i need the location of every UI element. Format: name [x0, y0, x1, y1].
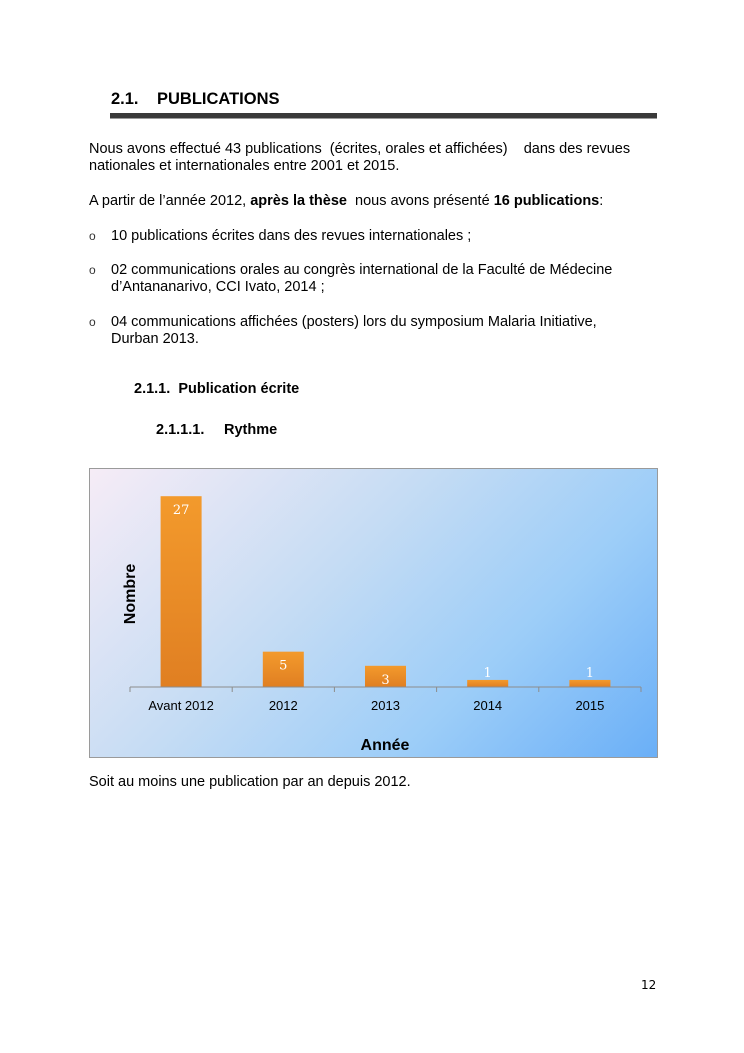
page-number: 12 — [641, 978, 657, 992]
summary-prefix: A partir de l’année 2012, — [89, 193, 251, 209]
bullet-line-2: Durban 2013. — [111, 331, 199, 347]
x-tick-label: 2013 — [371, 698, 400, 713]
bullet-line-1: 04 communications affichées (posters) lors du symposium Malaria Initiative, — [111, 314, 597, 330]
bullet-line-1: 02 communications orales au congrès international de la Faculté de Médecine — [111, 262, 613, 278]
intro-line-2: nationales et internationales entre 2001 et 2015. — [89, 158, 400, 174]
intro-line-1: Nous avons effectué 43 publications (écrites, orales et affichées) dans des revues — [89, 141, 631, 157]
subsection-title: Publication écrite — [178, 381, 300, 397]
summary-bold-count: 16 publications — [493, 193, 600, 209]
subsubsection-heading — [156, 422, 277, 438]
bullet-marker-icon: o — [89, 263, 96, 277]
summary-paragraph — [89, 193, 659, 210]
x-tick-label: Avant 2012 — [148, 698, 214, 713]
bullet-line-2: d’Antananarivo, CCI Ivato, 2014 ; — [111, 279, 325, 295]
x-axis-title: Année — [360, 737, 410, 754]
summary-bold-thesis: après la thèse — [250, 193, 347, 209]
subsection-heading — [134, 381, 299, 397]
subsubsection-number: 2.1.1.1. — [156, 422, 205, 438]
summary-suffix: : — [599, 193, 604, 209]
bar-data-label: 3 — [381, 672, 390, 688]
bullet-line-1: 10 publications écrites dans des revues internationales ; — [111, 228, 472, 244]
heading-rule — [110, 113, 657, 119]
bullet-marker-icon: o — [89, 315, 96, 329]
bullet-marker-icon: o — [89, 229, 96, 243]
bar-chart — [89, 468, 658, 758]
bar-data-label: 5 — [279, 658, 288, 674]
y-axis-title: Nombre — [122, 563, 139, 625]
intro-paragraph — [89, 141, 659, 175]
bar-data-label: 1 — [483, 666, 492, 681]
conclusion-text: Soit au moins une publication par an depuis 2012. — [89, 774, 411, 790]
section-heading — [111, 90, 280, 109]
summary-middle: nous avons présenté — [346, 193, 494, 209]
bar-data-label: 1 — [585, 666, 595, 681]
x-tick-label: 2015 — [575, 698, 605, 713]
x-tick-label: 2014 — [473, 698, 503, 713]
bar-data-label: 27 — [172, 503, 190, 519]
subsection-number: 2.1.1. — [134, 381, 171, 397]
section-title: PUBLICATIONS — [157, 90, 280, 108]
subsubsection-title: Rythme — [224, 422, 278, 438]
x-tick-label: 2012 — [268, 698, 298, 713]
section-number: 2.1. — [111, 90, 139, 108]
chart-canvas — [90, 469, 657, 757]
bar-avant-2012 — [161, 496, 202, 687]
